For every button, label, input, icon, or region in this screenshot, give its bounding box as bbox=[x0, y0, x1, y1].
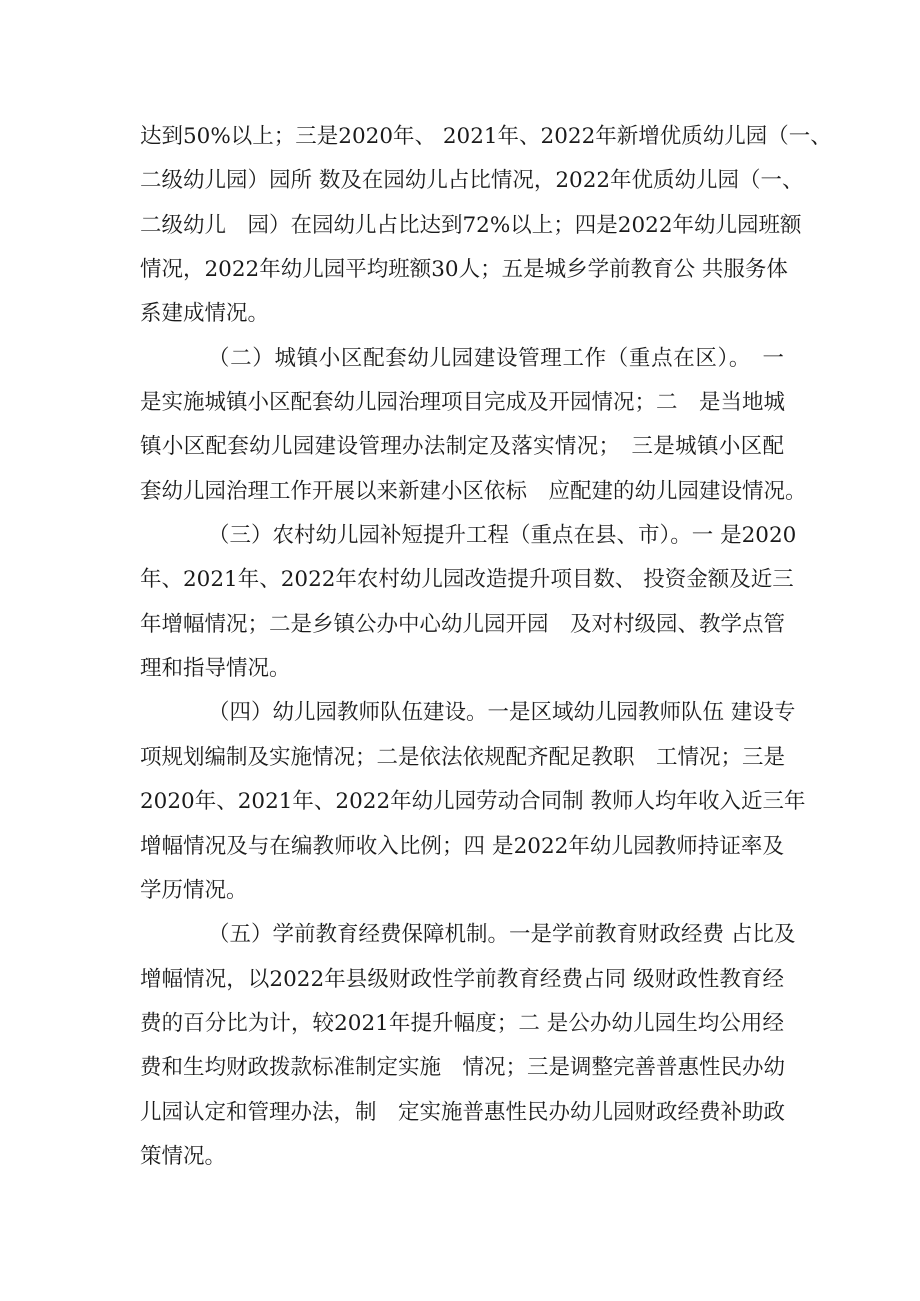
text-line: 费的百分比为计，较2021年提升幅度；二 是公办幼儿园生均公用经 bbox=[140, 1010, 784, 1036]
text-line: （三）农村幼儿园补短提升工程（重点在县、市）。一 是2020 bbox=[208, 523, 797, 549]
text-line: 费和生均财政拨款标准制定实施 情况；三是调整完善普惠性民办幼 bbox=[140, 1055, 786, 1081]
text-line: 理和指导情况。 bbox=[140, 656, 291, 682]
text-line: 年、2021年、2022年农村幼儿园改造提升项目数、 投资金额及近三 bbox=[140, 567, 794, 593]
text-line: 2020年、2021年、2022年幼儿园劳动合同制 教师人均年收入近三年 bbox=[140, 789, 806, 815]
text-line: 套幼儿园治理工作开展以来新建小区依标 应配建的幼儿园建设情况。 bbox=[140, 478, 807, 504]
text-line: 策情况。 bbox=[140, 1143, 227, 1169]
text-line: 学历情况。 bbox=[140, 877, 248, 903]
text-line: 二级幼儿 园）在园幼儿占比达到72%以上；四是2022年幼儿园班额 bbox=[140, 212, 802, 238]
text-line: 增幅情况及与在编教师收入比例；四 是2022年幼儿园教师持证率及 bbox=[140, 833, 784, 859]
paragraph bbox=[140, 691, 806, 913]
text-line: 年增幅情况；二是乡镇公办中心幼儿园开园 及对村级园、教学点管 bbox=[140, 611, 786, 637]
text-line: （四）幼儿园教师队伍建设。一是区域幼儿园教师队伍 建设专 bbox=[208, 700, 796, 726]
paragraph bbox=[140, 514, 797, 691]
text-line: 二级幼儿园）园所 数及在园幼儿占比情况，2022年优质幼儿园（一、 bbox=[140, 168, 804, 194]
text-line: 情况，2022年幼儿园平均班额30人；五是城乡学前教育公 共服务体 bbox=[140, 257, 788, 283]
document-body bbox=[140, 115, 832, 1179]
text-line: 系建成情况。 bbox=[140, 301, 270, 327]
paragraph bbox=[140, 337, 807, 514]
text-line: 是实施城镇小区配套幼儿园治理项目完成及开园情况；二 是当地城 bbox=[140, 390, 786, 416]
text-line: （二）城镇小区配套幼儿园建设管理工作（重点在区）。 一 bbox=[208, 345, 784, 371]
paragraph bbox=[140, 913, 796, 1179]
text-line: 增幅情况，以2022年县级财政性学前教育经费占同 级财政性教育经 bbox=[140, 966, 784, 992]
text-line: 达到50%以上；三是2020年、 2021年、2022年新增优质幼儿园（一、 bbox=[140, 124, 832, 149]
paragraph bbox=[140, 115, 832, 337]
text-line: 镇小区配套幼儿园建设管理办法制定及落实情况； 三是城镇小区配 bbox=[140, 434, 784, 460]
text-line: 项规划编制及实施情况；二是依法依规配齐配足教职 工情况；三是 bbox=[140, 744, 786, 770]
text-line: 儿园认定和管理办法，制 定实施普惠性民办幼儿园财政经费补助政 bbox=[140, 1099, 786, 1125]
text-line: （五）学前教育经费保障机制。一是学前教育财政经费 占比及 bbox=[208, 922, 796, 948]
